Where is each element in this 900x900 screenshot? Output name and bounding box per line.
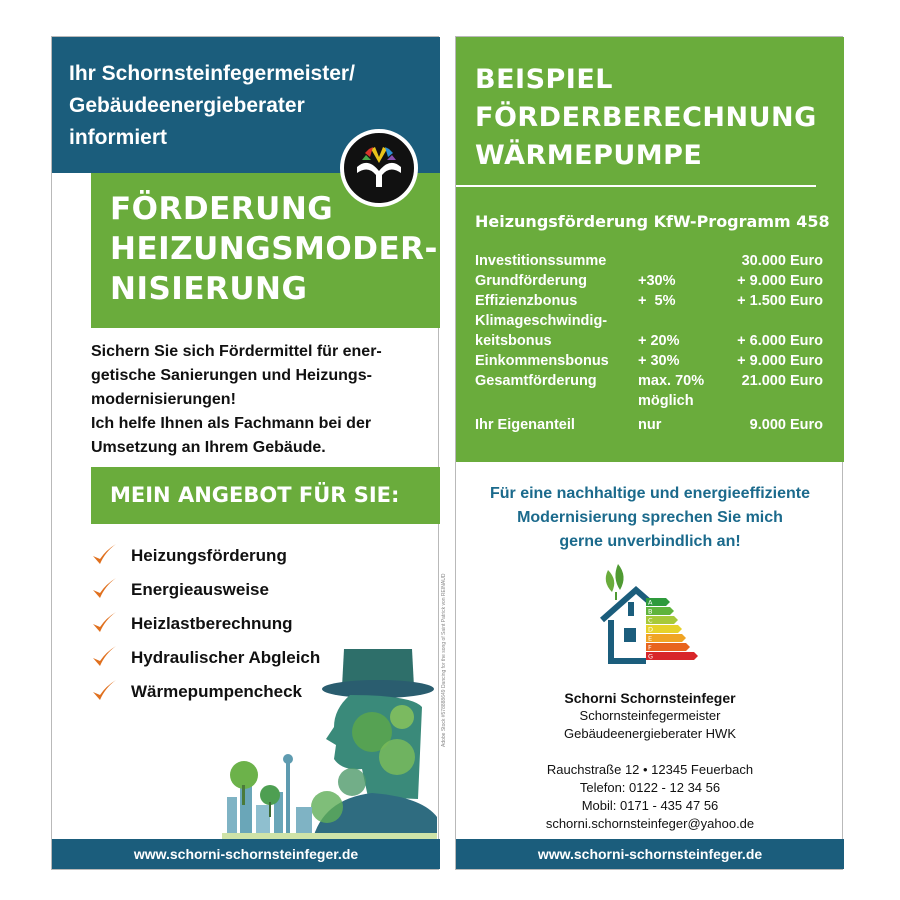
list-item [90,539,320,573]
address: Rauchstraße 12 • 12345 Feuerbach [546,762,754,777]
row-label: Investitionssumme [475,253,607,269]
energy-class-label: G [648,652,654,661]
title-line: FÖRDERBERECHNUNG [475,102,817,133]
checkmark-icon [90,610,118,638]
intro-line: Umsetzung an Ihrem Gebäude. [91,439,326,456]
email-link[interactable]: schorni.schornsteinfeger@yahoo.de [545,816,755,831]
chimney-sweep-foliage-illustration [222,647,437,842]
row-label: Grundförderung [475,273,587,289]
table-row [475,273,823,293]
right-flyer-panel [455,36,843,870]
call-to-action [456,482,844,554]
offer-item-label: Wärmepumpencheck [131,682,302,701]
offer-item-label: Heizlastberechnung [131,614,293,633]
header-line: informiert [69,126,168,149]
image-credit: Adobe Stock #578888649 Dancing for the song of Saint Patrick von REINAUD [441,573,447,747]
row-label: Gesamtförderung [475,373,597,389]
role-line: Gebäudeenergieberater HWK [564,726,736,741]
table-row [475,313,823,333]
checkmark-icon [90,576,118,604]
list-item [90,573,320,607]
intro-line: getische Sanierungen und Heizungs- [91,367,372,384]
row-percent: nur [638,417,662,433]
energy-class-label: F [648,643,652,652]
header-text [69,58,355,154]
row-amount: + 9.000 Euro [737,353,823,369]
offer-item-label: Hydraulischer Abgleich [131,648,321,667]
offer-banner [91,467,440,524]
phone: Telefon: 0122 - 12 34 56 [579,780,721,795]
mobile: Mobil: 0171 - 435 47 56 [581,798,719,813]
table-row [475,353,823,373]
energy-class-label: D [648,625,654,634]
row-amount: 21.000 Euro [741,373,823,389]
row-amount: + 1.500 Euro [737,293,823,309]
guild-logo-icon [340,129,418,207]
row-amount: + 9.000 Euro [737,273,823,289]
table-row [475,393,823,413]
row-label: Ihr Eigenanteil [475,417,575,433]
list-item [90,607,320,641]
website-footer[interactable]: www.schorni-schornsteinfeger.de [52,839,440,869]
program-subtitle: Heizungsförderung KfW-Programm 458 [475,212,830,231]
header-line: Ihr Schornsteinfegermeister/ [69,62,355,85]
intro-text [91,340,431,460]
energy-efficiency-house-icon [600,562,705,672]
cta-line: Modernisierung sprechen Sie mich [517,509,783,526]
checkmark-icon [90,542,118,570]
row-percent: +30% [638,273,676,289]
divider [456,185,816,187]
row-percent: möglich [638,393,694,409]
row-amount: + 6.000 Euro [737,333,823,349]
energy-class-label: E [648,634,653,643]
calculation-section [456,37,844,462]
left-flyer-panel [51,36,447,870]
row-percent: + 20% [638,333,680,349]
row-percent: max. 70% [638,373,705,389]
role-line: Schornsteinfegermeister [579,708,721,723]
cta-line: Für eine nachhaltige und energieeffiziente [489,485,811,502]
table-row [475,417,823,437]
row-label: keitsbonus [475,333,552,349]
row-label: Effizienzbonus [475,293,578,309]
offer-item-label: Energieausweise [131,580,269,599]
intro-line: Ich helfe Ihnen als Fachmann bei der [91,415,372,432]
cta-line: gerne unverbindlich an! [559,533,741,550]
checkmark-icon [90,678,118,706]
offer-title: MEIN ANGEBOT FÜR SIE: [110,483,400,507]
row-amount: 30.000 Euro [741,253,823,269]
energy-class-label: C [648,616,653,625]
header-line: Gebäudeenergieberater [69,94,305,117]
table-row [475,373,823,393]
table-row [475,293,823,313]
company-name: Schorni Schornsteinfeger [564,690,736,706]
row-label: Einkommensbonus [475,353,609,369]
title-line: HEIZUNGSMODER- [110,231,438,267]
table-row [475,253,823,273]
title-line: FÖRDERUNG [110,191,334,227]
energy-class-label: A [648,598,653,607]
title-line: NISIERUNG [110,271,308,307]
intro-line: Sichern Sie sich Fördermittel für ener- [91,343,382,360]
title-line: BEISPIEL [475,64,613,95]
row-percent: + 30% [638,353,680,369]
calculation-title [475,61,817,175]
energy-class-label: B [648,607,653,616]
offer-item-label: Heizungsförderung [131,546,287,565]
intro-line: modernisierungen! [91,391,236,408]
website-footer[interactable]: www.schorni-schornsteinfeger.de [456,839,844,869]
row-amount: 9.000 Euro [749,417,823,433]
row-label: Klimageschwindig- [475,313,608,329]
contact-block [456,689,844,833]
checkmark-icon [90,644,118,672]
title-line: WÄRMEPUMPE [475,140,703,171]
row-percent: + 5% [638,293,676,309]
funding-table [475,253,823,437]
table-row [475,333,823,353]
